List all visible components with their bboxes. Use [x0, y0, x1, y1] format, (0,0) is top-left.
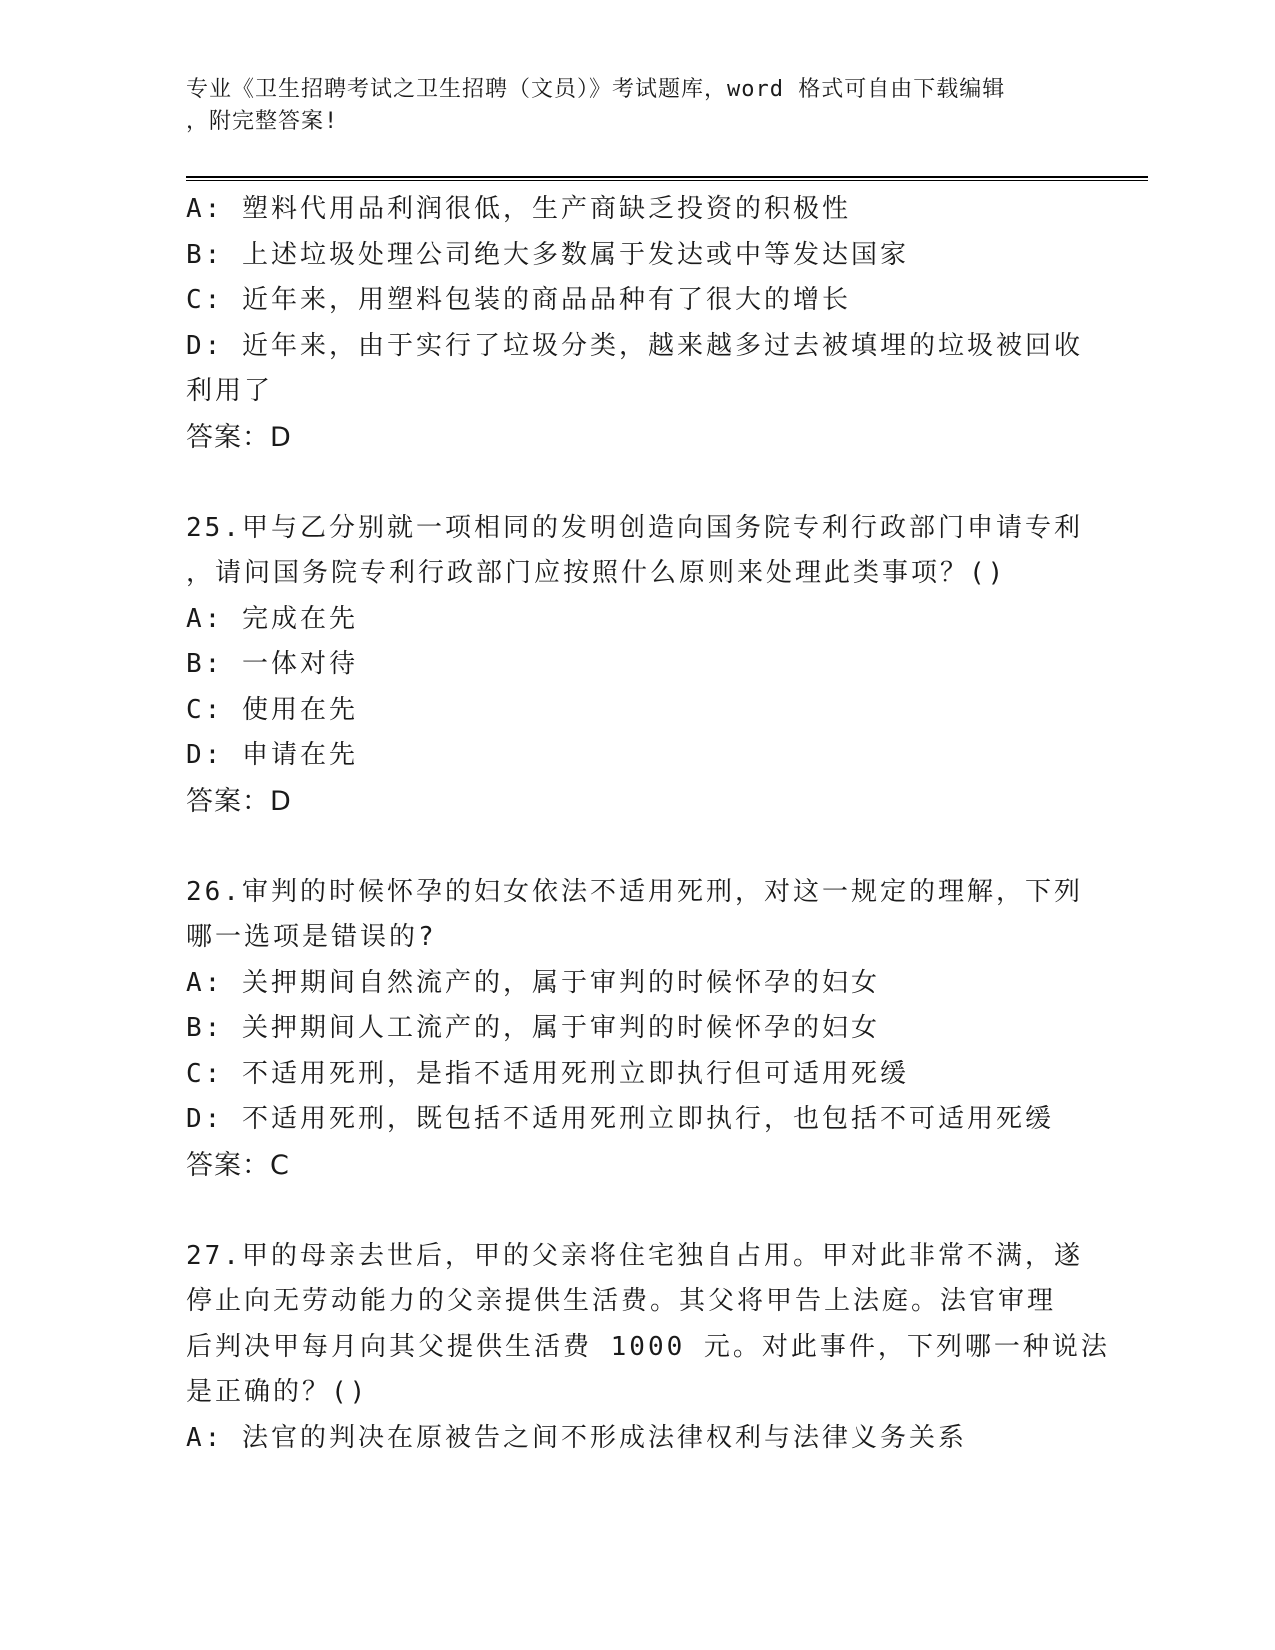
option-a: A: 完成在先 [186, 603, 358, 634]
option-c: C: 不适用死刑，是指不适用死刑立即执行但可适用死缓 [186, 1058, 909, 1089]
header-divider [186, 176, 1148, 181]
question-stem-continued: 后判决甲每月向其父提供生活费 1000 元。对此事件，下列哪一种说法 [186, 1331, 1110, 1362]
question-stem-continued: ，请问国务院专利行政部门应按照什么原则来处理此类事项？() [186, 558, 1007, 588]
question-24 [186, 187, 1083, 460]
header-line-1: 专业《卫生招聘考试之卫生招聘（文员）》考试题库，word 格式可自由下载编辑 [186, 77, 1006, 102]
answer-label: 答案：C [186, 1149, 290, 1181]
option-c: C: 近年来，用塑料包装的商品品种有了很大的增长 [186, 285, 851, 315]
answer-label: 答案：D [186, 785, 292, 817]
option-d: D: 申请在先 [186, 740, 358, 770]
question-stem: 27.甲的母亲去世后，甲的父亲将住宅独自占用。甲对此非常不满，遂 [186, 1240, 1083, 1271]
question-26 [186, 870, 1083, 1189]
option-b: B: 关押期间人工流产的，属于审判的时候怀孕的妇女 [186, 1013, 880, 1043]
spacer [186, 824, 1076, 870]
option-a: A: 法官的判决在原被告之间不形成法律权利与法律义务关系 [186, 1422, 967, 1453]
question-25 [186, 506, 1083, 825]
spacer [186, 460, 1076, 506]
option-b: B: 一体对待 [186, 649, 358, 679]
document-header [186, 74, 1066, 138]
question-27 [186, 1234, 1110, 1462]
option-d: D: 不适用死刑，既包括不适用死刑立即执行，也包括不可适用死缓 [186, 1104, 1054, 1134]
question-stem-continued: 哪一选项是错误的? [186, 922, 437, 952]
option-d: D: 近年来，由于实行了垃圾分类，越来越多过去被填埋的垃圾被回收 [186, 330, 1083, 361]
question-stem: 25.甲与乙分别就一项相同的发明创造向国务院专利行政部门申请专利 [186, 512, 1083, 543]
header-line-2: ，附完整答案! [186, 109, 339, 134]
option-b: B: 上述垃圾处理公司绝大多数属于发达或中等发达国家 [186, 239, 909, 270]
question-stem-continued: 停止向无劳动能力的父亲提供生活费。其父将甲告上法庭。法官审理 [186, 1286, 1057, 1316]
question-stem-continued: 是正确的？() [186, 1377, 369, 1407]
option-a: A: 塑料代用品利润很低，生产商缺乏投资的积极性 [186, 194, 851, 224]
option-d-continued: 利用了 [186, 376, 274, 406]
option-c: C: 使用在先 [186, 694, 358, 725]
option-a: A: 关押期间自然流产的，属于审判的时候怀孕的妇女 [186, 967, 880, 998]
answer-label: 答案：D [186, 421, 292, 453]
question-content [186, 187, 1110, 1461]
spacer [186, 1188, 1076, 1234]
question-stem: 26.审判的时候怀孕的妇女依法不适用死刑，对这一规定的理解，下列 [186, 876, 1083, 907]
